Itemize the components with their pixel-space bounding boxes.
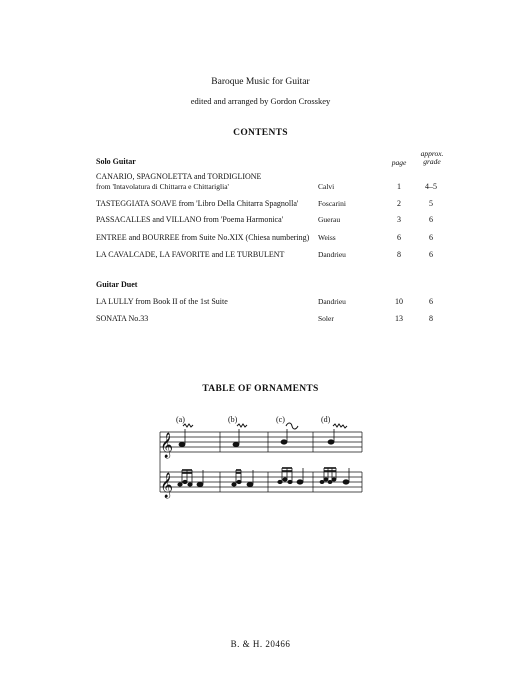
solo-item-3-page: 3 (397, 215, 401, 224)
solo-item-5-title: LA CAVALCADE, LA FAVORITE and LE TURBULENT (96, 250, 285, 259)
solo-item-4-page: 6 (397, 233, 401, 242)
solo-item-2-page: 2 (397, 199, 401, 208)
solo-item-1-source: from 'Intavolatura di Chittarra e Chittariglia' (96, 182, 229, 191)
solo-guitar-heading: Solo Guitar (96, 157, 136, 166)
approx-column-heading: approx. (420, 149, 444, 158)
solo-item-1-page: 1 (397, 182, 401, 191)
duet-item-1-composer: Dandrieu (318, 297, 346, 306)
solo-item-4-composer: Weiss (318, 233, 336, 242)
duet-item-1-title: LA LULLY from Book II of the 1st Suite (96, 297, 228, 306)
note-head (281, 440, 287, 444)
solo-item-2-composer: Foscarini (318, 199, 346, 208)
grade-column-heading: grade (423, 157, 441, 166)
mordent-icon (183, 424, 193, 427)
guitar-duet-heading: Guitar Duet (96, 280, 138, 289)
turn-icon (286, 423, 298, 429)
solo-item-5-grade: 6 (429, 250, 433, 259)
trill-icon (333, 424, 347, 428)
solo-item-1-composer: Calvi (318, 182, 335, 191)
solo-item-4-title: ENTREE and BOURREE from Suite No.XIX (Chiesa numbering) (96, 233, 310, 242)
ornaments-heading: TABLE OF ORNAMENTS (202, 384, 319, 394)
duet-item-1-page: 10 (395, 297, 403, 306)
ornament-label-c: (c) (276, 415, 285, 424)
treble-clef-icon: 𝄞 (160, 473, 174, 498)
solo-item-3-title: PASSACALLES and VILLANO from 'Poema Harmonica' (96, 215, 284, 224)
duet-item-2-page: 13 (395, 314, 403, 323)
ornament-label-b: (b) (228, 415, 238, 424)
solo-item-5-page: 8 (397, 250, 401, 259)
ornament-label-d: (d) (321, 415, 331, 424)
solo-item-2-title: TASTEGGIATA SOAVE from 'Libro Della Chitarra Spagnolla' (96, 199, 299, 208)
ornaments-notation (150, 410, 370, 520)
solo-item-2-grade: 5 (429, 199, 433, 208)
solo-item-1-title: CANARIO, SPAGNOLETTA and TORDIGLIONE (96, 172, 262, 181)
solo-item-3-grade: 6 (429, 215, 433, 224)
book-subtitle: edited and arranged by Gordon Crosskey (190, 96, 331, 106)
note-head (233, 442, 239, 446)
duet-item-1-grade: 6 (429, 297, 433, 306)
mordent-icon (237, 424, 247, 427)
note-head (179, 442, 185, 446)
contents-heading: CONTENTS (233, 128, 288, 138)
treble-clef-icon: 𝄞 (160, 433, 174, 458)
ornament-label-a: (a) (176, 415, 185, 424)
note-head (328, 440, 334, 444)
duet-item-2-title: SONATA No.33 (96, 314, 149, 323)
page-column-heading: page (391, 158, 407, 167)
duet-item-2-grade: 8 (429, 314, 433, 323)
solo-item-1-grade: 4–5 (425, 182, 437, 191)
solo-item-5-composer: Dandrieu (318, 250, 346, 259)
catalog-number: B. & H. 20466 (230, 639, 291, 649)
book-title: Baroque Music for Guitar (211, 77, 310, 87)
duet-item-2-composer: Soler (318, 314, 334, 323)
solo-item-3-composer: Guerau (318, 215, 341, 224)
solo-item-4-grade: 6 (429, 233, 433, 242)
